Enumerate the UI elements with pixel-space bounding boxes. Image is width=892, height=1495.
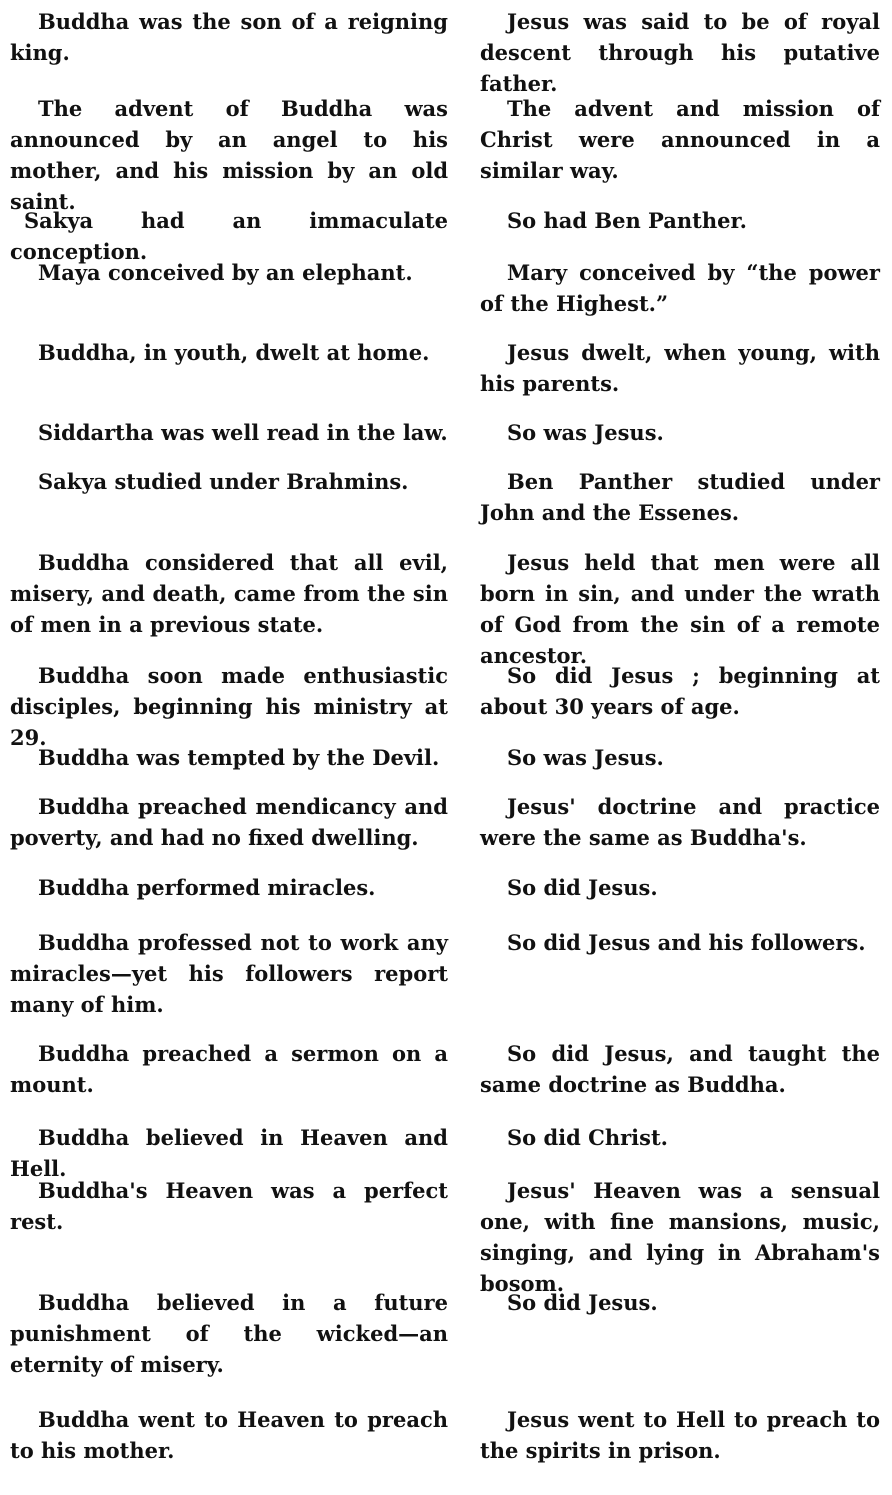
right-paragraph-10: So was Jesus. [507,745,664,770]
left-paragraph-12: Buddha performed miracles. [38,875,376,900]
right-paragraph-17: So did Jesus. [507,1290,658,1315]
left-paragraph-16: Buddha's Heaven was a perfect rest. [10,1178,448,1234]
left-paragraph-17: Buddha believed in a future punishment of the wicked—an eternity of misery. [10,1290,448,1377]
left-paragraph-10: Buddha was tempted by the Devil. [38,745,440,770]
right-paragraph-11: Jesus' doctrine and practice were the same as Buddha's. [480,794,880,850]
left-paragraph-5: Buddha, in youth, dwelt at home. [38,340,430,365]
left-paragraph-11: Buddha preached mendicancy and poverty, and had no fixed dwelling. [10,794,448,850]
right-paragraph-16: Jesus' Heaven was a sensual one, with fine mansions, music, singing, and lying in Abraham's bosom. [480,1178,880,1296]
right-paragraph-1: Jesus was said to be of royal descent through his putative father. [480,9,880,96]
left-paragraph-13: Buddha professed not to work any miracles—yet his followers report many of him. [10,930,448,1017]
left-paragraph-15: Buddha believed in Heaven and Hell. [10,1125,448,1181]
right-paragraph-9: So did Jesus ; beginning at about 30 years of age. [480,663,880,719]
right-paragraph-18: Jesus went to Hell to preach to the spirits in prison. [480,1407,880,1463]
left-paragraph-18: Buddha went to Heaven to preach to his mother. [10,1407,448,1463]
left-paragraph-1: Buddha was the son of a reigning king. [10,9,448,65]
left-paragraph-6: Siddartha was well read in the law. [38,420,448,445]
left-paragraph-2: The advent of Buddha was announced by an angel to his mother, and his mission by an old saint. [10,96,448,214]
left-paragraph-14: Buddha preached a sermon on a mount. [10,1041,448,1097]
left-paragraph-7: Sakya studied under Brahmins. [38,469,409,494]
right-paragraph-5: Jesus dwelt, when young, with his parents. [480,340,880,396]
left-paragraph-8: Buddha considered that all evil, misery, and death, came from the sin of men in a previous state. [10,550,448,637]
right-paragraph-8: Jesus held that men were all born in sin, and under the wrath of God from the sin of a remote ancestor. [480,550,880,668]
right-paragraph-14: So did Jesus, and taught the same doctrine as Buddha. [480,1041,880,1097]
left-paragraph-9: Buddha soon made enthusiastic disciples, beginning his ministry at 29. [10,663,448,750]
left-paragraph-4: Maya conceived by an elephant. [38,260,413,285]
left-paragraph-3: Sakya had an immaculate conception. [10,208,448,264]
right-paragraph-12: So did Jesus. [507,875,658,900]
right-paragraph-13: So did Jesus and his followers. [507,930,866,955]
right-paragraph-3: So had Ben Panther. [507,208,747,233]
right-paragraph-6: So was Jesus. [507,420,664,445]
right-paragraph-4: Mary conceived by “the power of the Highest.” [480,260,880,316]
right-paragraph-15: So did Christ. [507,1125,668,1150]
right-paragraph-2: The advent and mission of Christ were announced in a similar way. [480,96,880,183]
right-paragraph-7: Ben Panther studied under John and the Essenes. [480,469,880,525]
